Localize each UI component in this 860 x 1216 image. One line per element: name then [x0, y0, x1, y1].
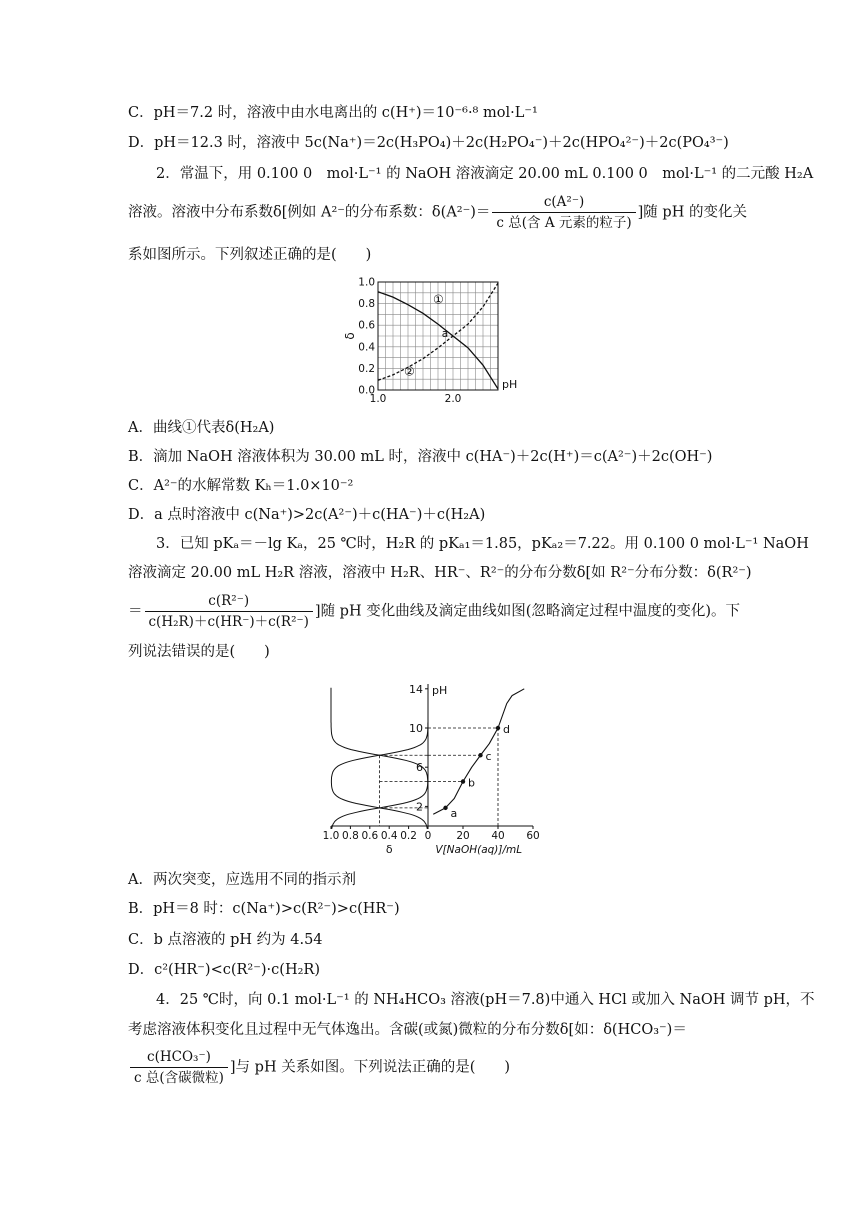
q2-stem-line1: 2．常温下，用 0.100 0 mol·L⁻¹ 的 NaOH 溶液滴定 20.00 mL 0.100 0 mol·L⁻¹ 的二元酸 H₂A — [156, 166, 814, 182]
chart2-titration-curve — [433, 689, 524, 814]
q3-frac-den: c(H₂R)＋c(HR⁻)＋c(R²⁻) — [148, 614, 309, 630]
q1-option-c: C．pH＝7.2 时，溶液中由水电离出的 c(H⁺)＝10⁻⁶·⁸ mol·L⁻¹ — [128, 105, 538, 121]
q4-fraction — [130, 1048, 228, 1087]
q3-frac-post: ]随 pH 变化曲线及滴定曲线如图(忽略滴定过程中温度的变化)。下 — [314, 603, 741, 620]
q1-option-d: D．pH＝12.3 时，溶液中 5c(Na⁺)＝2c(H₃PO₄)＋2c(H₂PO₄⁻)＋2c(HPO₄²⁻)＋2c(PO₄³⁻) — [128, 135, 729, 151]
chart1-ylabel: δ — [343, 332, 357, 340]
chart2-delta-tick-label: 0.6 — [361, 830, 379, 842]
chart2-point-label: b — [468, 776, 475, 790]
chart2-delta-tick-label: 0.8 — [342, 830, 359, 842]
chart2-xlabel: V[NaOH(aq)]/mL — [435, 844, 523, 856]
q2-fraction — [492, 193, 635, 232]
q4-stem-line1: 4．25 ℃时，向 0.1 mol·L⁻¹ 的 NH₄HCO₃ 溶液(pH＝7.8)中通入 HCl 或加入 NaOH 调节 pH，不 — [156, 992, 815, 1008]
q3-option-c: C．b 点溶液的 pH 约为 4.54 — [128, 932, 323, 948]
q4-stem-line2: 考虑溶液体积变化且过程中无气体逸出。含碳(或氮)微粒的分布分数δ[如：δ(HCO₃⁻)＝ — [128, 1022, 687, 1038]
q3-stem-line1: 3．已知 pKₐ＝－lg Kₐ，25 ℃时，H₂R 的 pKₐ₁＝1.85，pKₐ₂＝7.22。用 0.100 0 mol·L⁻¹ NaOH — [156, 536, 809, 552]
chart1-ytick-label: 0.0 — [358, 384, 375, 397]
chart2-v-tick-label: 20 — [456, 830, 470, 842]
chart2-v-tick-label: 40 — [491, 830, 505, 842]
chart2-ytick-label: 10 — [409, 722, 423, 735]
chart2-ylabel: pH — [432, 684, 448, 697]
chart2-point — [478, 753, 482, 757]
q3-stem-line2: 溶液滴定 20.00 mL H₂R 溶液，溶液中 H₂R、HR⁻、R²⁻的分布分数δ[如 R²⁻分布分数：δ(R²⁻) — [128, 565, 752, 581]
q2-stem-line2 — [128, 193, 747, 232]
chart1-series-label: ② — [404, 364, 415, 379]
chart1-series-label: ① — [433, 292, 444, 307]
chart2-delta-label: δ — [385, 843, 393, 856]
q3-option-a: A．两次突变，应选用不同的指示剂 — [128, 872, 356, 888]
q3-option-b: B．pH＝8 时：c(Na⁺)>c(R²⁻)>c(HR⁻) — [128, 901, 400, 917]
q4-frac-post: ]与 pH 关系如图。下列说法正确的是( ) — [229, 1059, 511, 1076]
q3-stem-line4: 列说法错误的是( ) — [128, 644, 270, 660]
q2-option-b: B．滴加 NaOH 溶液体积为 30.00 mL 时，溶液中 c(HA⁻)＋2c(H⁺)＝c(A²⁻)＋2c(OH⁻) — [128, 449, 713, 465]
chart1-ytick-label: 0.8 — [358, 298, 375, 311]
q2-stem-line3: 系如图所示。下列叙述正确的是( ) — [128, 247, 372, 263]
q3-stem-line3 — [128, 592, 740, 631]
chart1-ytick-label: 0.2 — [358, 362, 375, 375]
q2-stem-line2-post: ]随 pH 的变化关 — [637, 204, 747, 221]
q3-frac-pre: ＝ — [128, 603, 143, 620]
chart1-xlabel: pH — [502, 378, 518, 391]
chart2-point-label: d — [503, 723, 510, 736]
q2-option-a: A．曲线①代表δ(H₂A) — [128, 420, 275, 436]
chart2-delta-tick-label: 0.4 — [380, 830, 398, 842]
chart2-delta-tick-label: 1.0 — [322, 830, 340, 842]
q3-fraction — [145, 592, 313, 631]
q2-option-c: C．A²⁻的水解常数 Kₕ＝1.0×10⁻² — [128, 478, 354, 494]
chart2-point — [496, 726, 500, 730]
q4-frac-den: c 总(含碳微粒) — [134, 1070, 224, 1086]
q3-option-d: D．c²(HR⁻)<c(R²⁻)·c(H₂R) — [128, 962, 320, 978]
chart2-delta-tick-label: 0.2 — [400, 830, 417, 842]
chart1-distribution — [330, 266, 550, 411]
chart2-point — [443, 806, 447, 810]
chart1-ytick-label: 0.6 — [358, 319, 375, 332]
chart2-plot — [323, 683, 540, 856]
chart2-point-label: a — [450, 806, 458, 820]
chart2-ytick-label: 2 — [416, 800, 423, 814]
q2-option-d: D．a 点时溶液中 c(Na⁺)>2c(A²⁻)＋c(HA⁻)＋c(H₂A) — [128, 507, 486, 523]
chart1-point-label: a — [441, 328, 449, 340]
q3-frac-num: c(R²⁻) — [145, 592, 313, 612]
chart1-plot — [343, 277, 517, 406]
chart2-v-tick-label: 60 — [526, 830, 540, 842]
q4-frac-num: c(HCO₃⁻) — [130, 1048, 228, 1068]
chart1-xtick-label: 2.0 — [444, 393, 462, 405]
chart2-point-label: c — [485, 750, 492, 764]
chart2-point — [461, 779, 465, 783]
chart2-ytick-label: 14 — [409, 682, 423, 696]
chart1-xtick-label: 1.0 — [369, 393, 387, 405]
chart1-ytick-label: 1.0 — [358, 276, 375, 289]
chart1-ytick-label: 0.4 — [358, 341, 375, 354]
q2-frac-num: c(A²⁻) — [492, 193, 635, 213]
chart2-delta-tick-label: 0 — [424, 830, 432, 842]
q4-stem-line3 — [128, 1048, 510, 1087]
q2-stem-line2-pre: 溶液。溶液中分布系数δ[例如 A²⁻的分布系数：δ(A²⁻)＝ — [128, 204, 491, 221]
q2-frac-den: c 总(含 A 元素的粒子) — [496, 215, 632, 231]
chart2-titration — [318, 676, 558, 862]
chart2-ytick-label: 6 — [416, 761, 423, 775]
